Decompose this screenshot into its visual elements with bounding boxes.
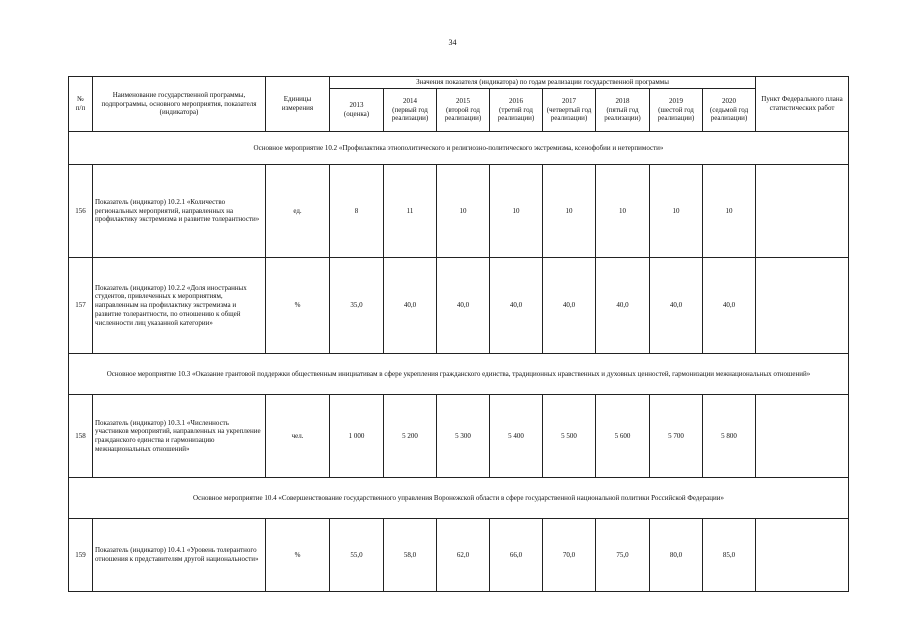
value-cell: 40,0 <box>490 258 543 354</box>
value-cell: 5 800 <box>703 395 756 478</box>
unit-cell: ед. <box>266 165 330 258</box>
header-year: 2019 (шестой год реализации) <box>650 89 703 132</box>
indicator-name: Показатель (индикатор) 10.3.1 «Численность участников мероприятий, направленных на укрепление гражданского единства и гармонизацию межнациональных отношений» <box>93 395 266 478</box>
section-title: Основное мероприятие 10.3 «Оказание грантовой поддержки общественным инициативам в сфере укрепления гражданского единства, традиционных нравственных и духовных ценностей, гармонизации межнациональных отношений» <box>69 354 849 395</box>
header-row <box>69 77 849 89</box>
value-cell: 75,0 <box>596 519 650 592</box>
value-cell: 40,0 <box>703 258 756 354</box>
unit-cell: % <box>266 519 330 592</box>
value-cell: 8 <box>330 165 384 258</box>
value-cell: 58,0 <box>384 519 437 592</box>
value-cell: 55,0 <box>330 519 384 592</box>
indicator-name: Показатель (индикатор) 10.4.1 «Уровень толерантного отношения к представителям другой национальности» <box>93 519 266 592</box>
section-title: Основное мероприятие 10.2 «Профилактика этнополитического и религиозно-политического экстремизма, ксенофобии и нетерпимости» <box>69 132 849 165</box>
value-cell: 5 300 <box>437 395 490 478</box>
value-cell: 40,0 <box>384 258 437 354</box>
header-year: 2020 (седьмой год реализации) <box>703 89 756 132</box>
plan-cell <box>756 519 849 592</box>
value-cell: 10 <box>650 165 703 258</box>
value-cell: 40,0 <box>596 258 650 354</box>
header-unit: Единицы измерения <box>266 77 330 132</box>
value-cell: 11 <box>384 165 437 258</box>
value-cell: 85,0 <box>703 519 756 592</box>
header-name: Наименование государственной программы, подпрограммы, основного мероприятия, показателя (индикатора) <box>93 77 266 132</box>
value-cell: 10 <box>490 165 543 258</box>
table-row <box>69 395 849 478</box>
section-row <box>69 132 849 165</box>
value-cell: 40,0 <box>543 258 596 354</box>
value-cell: 10 <box>437 165 490 258</box>
table-row <box>69 519 849 592</box>
indicator-name: Показатель (индикатор) 10.2.1 «Количество региональных мероприятий, направленных на профилактику экстремизма и развитие толерантности» <box>93 165 266 258</box>
header-plan: Пункт Федерального плана статистических работ <box>756 77 849 132</box>
section-row <box>69 478 849 519</box>
plan-cell <box>756 258 849 354</box>
value-cell: 80,0 <box>650 519 703 592</box>
header-values-group: Значения показателя (индикатора) по годам реализации государственной программы <box>330 77 756 89</box>
value-cell: 10 <box>543 165 596 258</box>
row-number: 159 <box>69 519 93 592</box>
value-cell: 5 200 <box>384 395 437 478</box>
header-year: 2016 (третий год реализации) <box>490 89 543 132</box>
indicator-name: Показатель (индикатор) 10.2.2 «Доля иностранных студентов, привлеченных к мероприятиям, направленным на профилактику экстремизма и развитие толерантности, по отношению к общей численности лиц указанной категории» <box>93 258 266 354</box>
header-year: 2017 (четвертый год реализации) <box>543 89 596 132</box>
value-cell: 40,0 <box>650 258 703 354</box>
value-cell: 5 400 <box>490 395 543 478</box>
section-row <box>69 354 849 395</box>
header-year: 2014 (первый год реализации) <box>384 89 437 132</box>
value-cell: 1 000 <box>330 395 384 478</box>
value-cell: 40,0 <box>437 258 490 354</box>
plan-cell <box>756 165 849 258</box>
row-number: 158 <box>69 395 93 478</box>
header-year: 2018 (пятый год реализации) <box>596 89 650 132</box>
value-cell: 5 600 <box>596 395 650 478</box>
row-number: 156 <box>69 165 93 258</box>
plan-cell <box>756 395 849 478</box>
value-cell: 66,0 <box>490 519 543 592</box>
unit-cell: чел. <box>266 395 330 478</box>
header-num: № п/п <box>69 77 93 132</box>
table-row <box>69 258 849 354</box>
value-cell: 62,0 <box>437 519 490 592</box>
header-year: 2013 (оценка) <box>330 89 384 132</box>
value-cell: 10 <box>596 165 650 258</box>
section-title: Основное мероприятие 10.4 «Совершенствование государственного управления Воронежской области в сфере государственной национальной политики Российской Федерации» <box>69 478 849 519</box>
unit-cell: % <box>266 258 330 354</box>
value-cell: 5 700 <box>650 395 703 478</box>
table-row <box>69 165 849 258</box>
value-cell: 10 <box>703 165 756 258</box>
value-cell: 35,0 <box>330 258 384 354</box>
indicator-table <box>68 76 849 592</box>
value-cell: 70,0 <box>543 519 596 592</box>
value-cell: 5 500 <box>543 395 596 478</box>
header-year: 2015 (второй год реализации) <box>437 89 490 132</box>
page-number: 34 <box>448 38 457 47</box>
row-number: 157 <box>69 258 93 354</box>
